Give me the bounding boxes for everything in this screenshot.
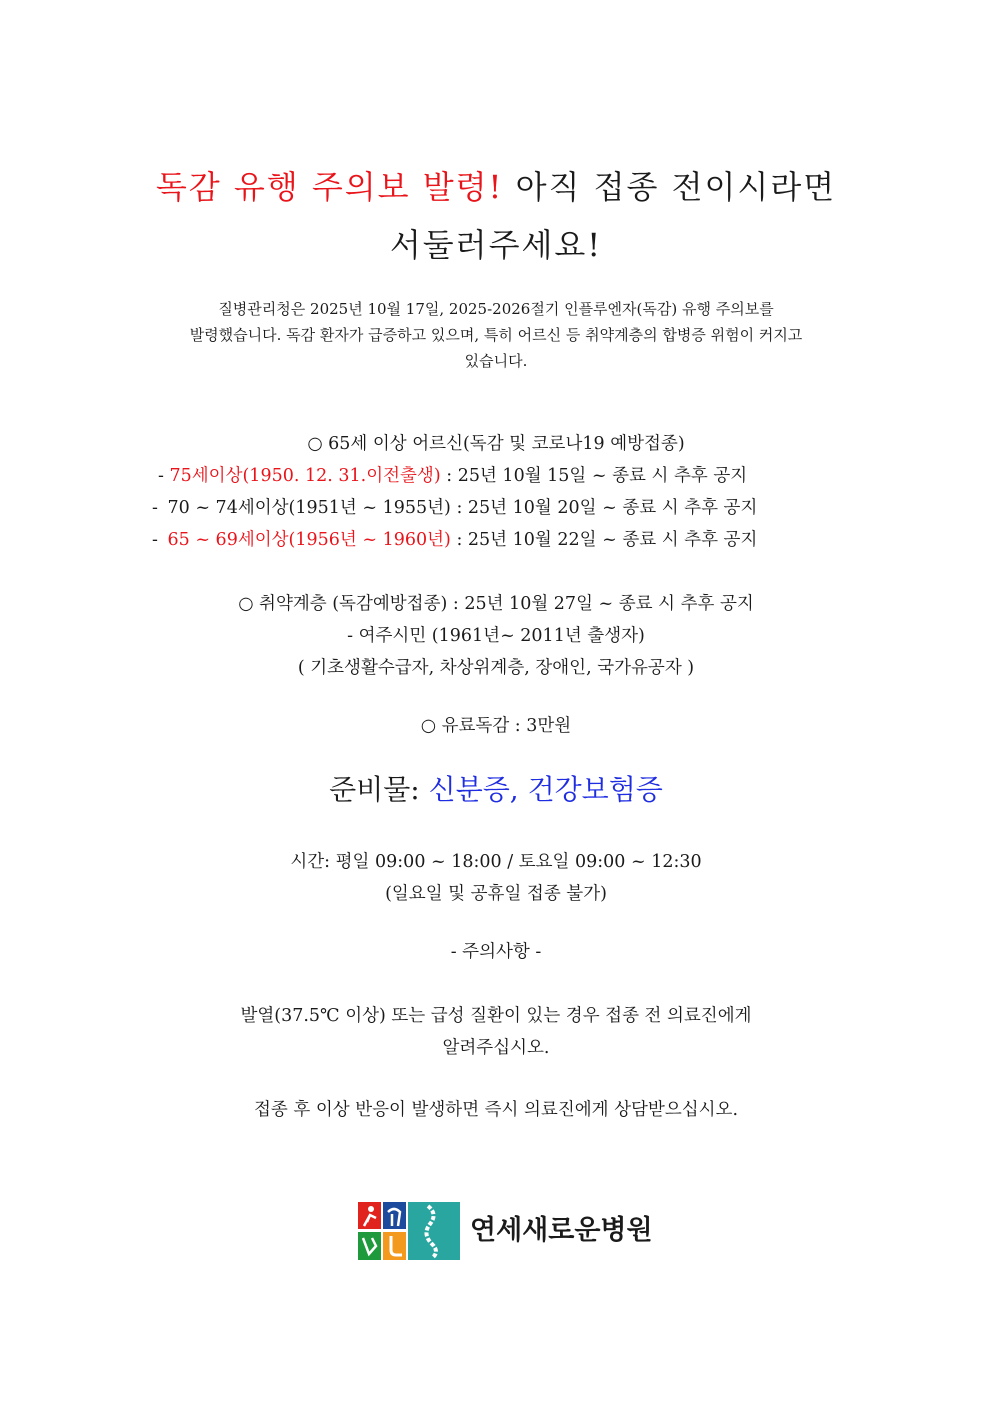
vulnerable-residents: - 여주시민 (1961년~ 2011년 출생자) bbox=[347, 626, 645, 646]
row-dash: - bbox=[158, 466, 164, 486]
vulnerable-section bbox=[0, 588, 992, 684]
page-title bbox=[0, 158, 992, 274]
paid-vaccine-section: ○ 유료독감 : 3만원 bbox=[420, 716, 572, 736]
prep-section bbox=[0, 768, 992, 812]
row-age-group: 75세이상(1950. 12. 31.이전출생) bbox=[169, 466, 441, 486]
row-dash: - bbox=[152, 498, 158, 518]
row-age-group: 70 ~ 74세이상(1951년 ~ 1955년) bbox=[167, 498, 451, 518]
fever-line-1: 발열(37.5℃ 이상) 또는 급성 질환이 있는 경우 접종 전 의료진에게 bbox=[240, 1006, 752, 1026]
row-dash: - bbox=[152, 530, 158, 550]
title-alert-text: 독감 유행 주의보 발령! bbox=[155, 168, 504, 206]
intro-paragraph bbox=[120, 296, 872, 374]
intro-line-2: 발령했습니다. 독감 환자가 급증하고 있으며, 특히 어르신 등 취약계층의 합병증 위험이 커지고 bbox=[189, 326, 803, 344]
prep-label: 준비물: bbox=[329, 773, 420, 806]
hours-closed: (일요일 및 공휴일 접종 불가) bbox=[385, 884, 607, 904]
title-call-text: 아직 접종 전이시라면 bbox=[515, 168, 837, 206]
fever-line-2: 알려주십시오. bbox=[442, 1038, 550, 1058]
notes-header: - 주의사항 - bbox=[450, 942, 542, 962]
title-line-2: 서둘러주세요! bbox=[389, 226, 603, 264]
hospital-logo-icon bbox=[358, 1202, 460, 1260]
prep-items: 신분증, 건강보험증 bbox=[428, 773, 663, 806]
vulnerable-header: ○ 취약계층 (독감예방접종) : 25년 10월 27일 ~ 종료 시 추후 공지 bbox=[238, 594, 754, 614]
hours-section bbox=[0, 846, 992, 910]
senior-schedule-row bbox=[0, 460, 992, 492]
senior-schedule-section bbox=[0, 428, 992, 556]
after-notice: 접종 후 이상 반응이 발생하면 즉시 의료진에게 상담받으십시오. bbox=[253, 1100, 739, 1120]
fever-notice bbox=[0, 1000, 992, 1064]
title-line-1 bbox=[0, 158, 992, 216]
senior-schedule-row bbox=[0, 492, 992, 524]
hospital-logo bbox=[358, 1202, 678, 1262]
vulnerable-groups: ( 기초생활수급자, 차상위계층, 장애인, 국가유공자 ) bbox=[297, 658, 695, 678]
intro-line-3: 있습니다. bbox=[464, 352, 528, 370]
row-period: : 25년 10월 15일 ~ 종료 시 추후 공지 bbox=[446, 466, 748, 486]
row-period: : 25년 10월 22일 ~ 종료 시 추후 공지 bbox=[456, 530, 758, 550]
row-age-group: 65 ~ 69세이상(1956년 ~ 1960년) bbox=[167, 530, 451, 550]
senior-schedule-row bbox=[0, 524, 992, 556]
intro-line-1: 질병관리청은 2025년 10월 17일, 2025-2026절기 인플루엔자(독감) 유행 주의보를 bbox=[218, 300, 774, 318]
hours-weekday: 시간: 평일 09:00 ~ 18:00 / 토요일 09:00 ~ 12:30 bbox=[290, 852, 702, 872]
row-period: : 25년 10월 20일 ~ 종료 시 추후 공지 bbox=[456, 498, 758, 518]
hospital-name: 연세새로운병원 bbox=[470, 1215, 653, 1246]
senior-schedule-header: ○ 65세 이상 어르신(독감 및 코로나19 예방접종) bbox=[307, 434, 685, 454]
